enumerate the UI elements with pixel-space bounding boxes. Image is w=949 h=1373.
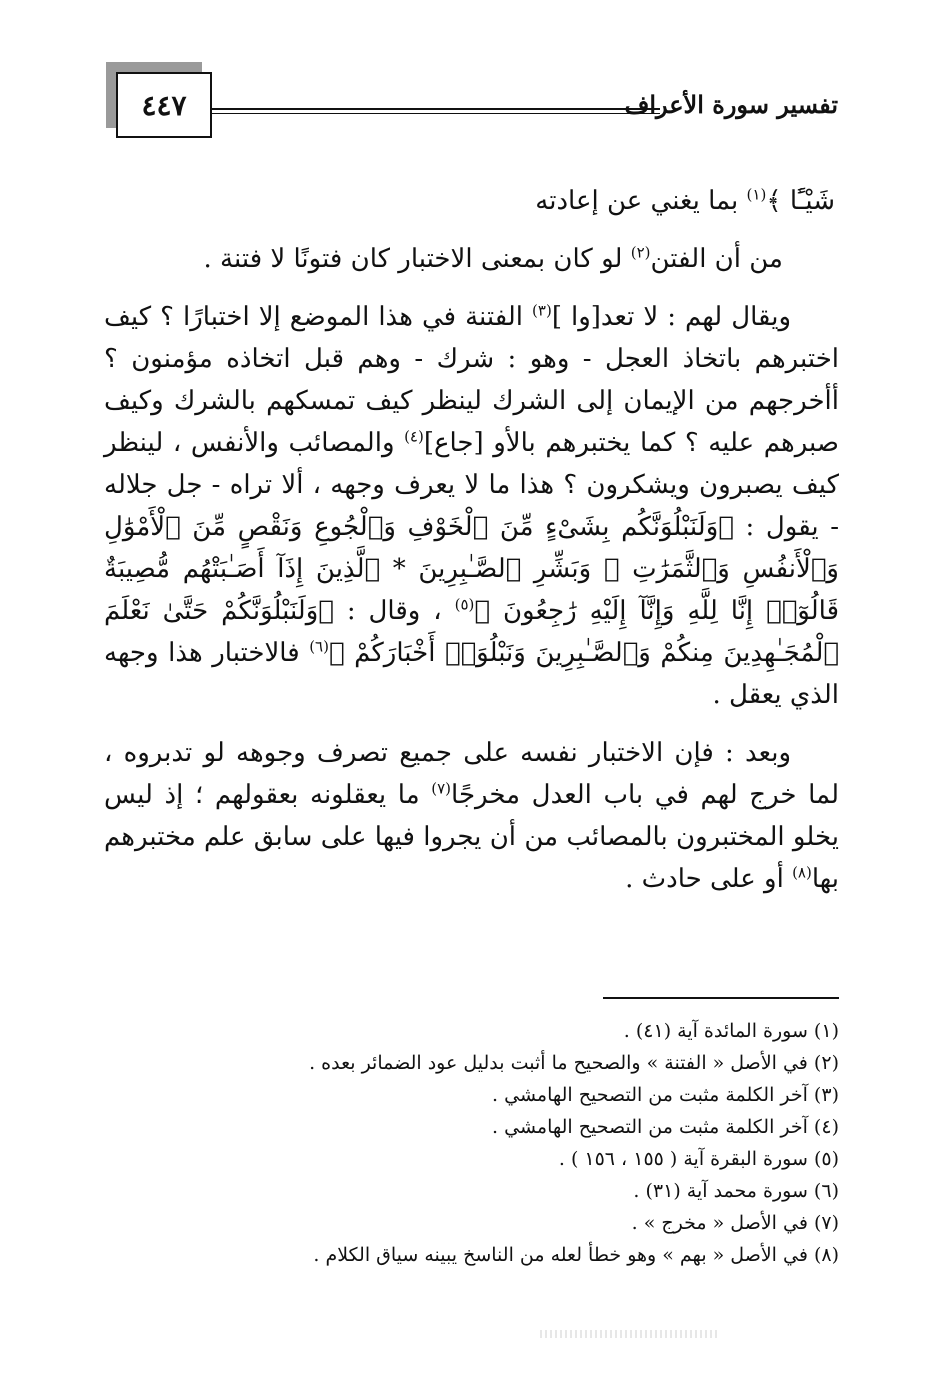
- footnote-separator: [603, 997, 839, 999]
- footnote-5: (٥) سورة البقرة آية ( ١٥٥ ، ١٥٦ ) .: [558, 1148, 839, 1170]
- footnote-7: (٧) في الأصل « مخرج » .: [631, 1212, 839, 1234]
- paragraph-2: [104, 238, 839, 280]
- footnote-ref-1: (١): [746, 185, 767, 204]
- paragraph-4: [104, 732, 839, 900]
- footnote-1: (١) سورة المائدة آية (٤١) .: [623, 1020, 839, 1042]
- footnote-8: (٨) في الأصل « بهم » وهو خطأ لعله من الناسخ يبينه سياق الكلام .: [313, 1244, 839, 1266]
- p2-rest: لو كان بمعنى الاختبار كان فتونًا لا فتنة .: [203, 244, 631, 274]
- footnote-ref-5: (٥): [454, 595, 475, 614]
- p3-lead: ويقال لهم : لا تعد[وا ]: [551, 302, 791, 332]
- p4-lead: وبعد : فإن الاختبار نفسه على جميع تصرف وجوهه لو تدبروه ، لما خرج لهم في باب العدل مخرجًا: [104, 738, 839, 810]
- p3-text-b: والمصائب والأنفس ، لينظر كيف يصبرون ويشكرون ؟ هذا ما لا يعرف وجهه ، ألا تراه - جل جلاله - يقول : ﴿وَلَنَبْلُوَنَّكُم بِشَىْءٍ مِّنَ ٱلْخَوْفِ وَٱلْجُوعِ وَنَقْصٍ مِّنَ ٱلْأَمْوَٰلِ وَٱلْأَنفُسِ وَٱلثَّمَرَٰتِ ۗ وَبَشِّرِ ٱلصَّـٰبِرِينَ * ٱلَّذِينَ إِذَآ أَصَـٰبَتْهُم مُّصِيبَةٌ قَالُوٓا۟ إِنَّا لِلَّهِ وَإِنَّآ إِلَيْهِ رَٰجِعُونَ ﴾: [104, 428, 840, 626]
- p3-text-c: ، وقال : ﴿وَلَنَبْلُوَنَّكُمْ حَتَّىٰ نَعْلَمَ ٱلْمُجَـٰهِدِينَ مِنكُمْ وَٱلصَّـٰبِرِينَ وَنَبْلُوَا۟ أَخْبَارَكُمْ ﴾: [104, 596, 839, 668]
- footnote-ref-3: (٣): [532, 301, 552, 320]
- paragraph-3: [104, 296, 839, 716]
- footnote-ref-6: (٦): [309, 637, 329, 656]
- p3-text-a: الفتنة في هذا الموضع إلا اختبارًا ؟ كيف اختبرهم باتخاذ العجل - وهو : شرك - وهم قبل اتخاذه مؤمنون ؟ أأخرجهم من الإيمان إلى الشرك لينظر كيف تمسكهم بالشرك وكيف صبرهم عليه ؟ كما يختبرهم بالأو [جاع]: [104, 302, 839, 458]
- page-header: [96, 62, 838, 152]
- footnote-ref-4: (٤): [404, 427, 424, 446]
- page-number-box: [116, 72, 212, 138]
- running-title: تفسير سورة الأعراف: [624, 90, 838, 119]
- footnotes-list: [104, 1015, 839, 1271]
- p1-lead: شَيْـًٔا ﴾: [766, 186, 835, 216]
- p1-rest: بما يغني عن إعادته: [535, 186, 747, 216]
- scan-noise: [540, 1330, 720, 1338]
- header-rule: [212, 108, 660, 114]
- footnote-6: (٦) سورة محمد آية (٣١) .: [633, 1180, 839, 1202]
- main-text: [104, 180, 839, 916]
- p2-lead: من أن الفتن: [650, 244, 783, 274]
- page-number: ٤٤٧: [141, 88, 187, 122]
- p3-text-end: فالاختبار هذا وجهه الذي يعقل .: [104, 638, 839, 710]
- footnote-ref-7: (٧): [431, 779, 452, 798]
- footnote-2: (٢) في الأصل « الفتنة » والصحيح ما أثبت بدليل عود الضمائر بعده .: [309, 1052, 839, 1074]
- footnote-ref-2: (٢): [630, 243, 651, 262]
- footnote-4: (٤) آخر الكلمة مثبت من التصحيح الهامشي .: [492, 1116, 839, 1138]
- p4-text-end: أو على حادث .: [625, 864, 793, 894]
- p4-text-a: ما يعقلونه بعقولهم ؛ إذ ليس يخلو المختبرون بالمصائب من أن يجروا فيها على سابق علم مختبرهم بها: [104, 780, 839, 894]
- paragraph-1: [104, 180, 839, 222]
- footnote-ref-8: (٨): [792, 863, 812, 882]
- footnote-3: (٣) آخر الكلمة مثبت من التصحيح الهامشي .: [492, 1084, 839, 1106]
